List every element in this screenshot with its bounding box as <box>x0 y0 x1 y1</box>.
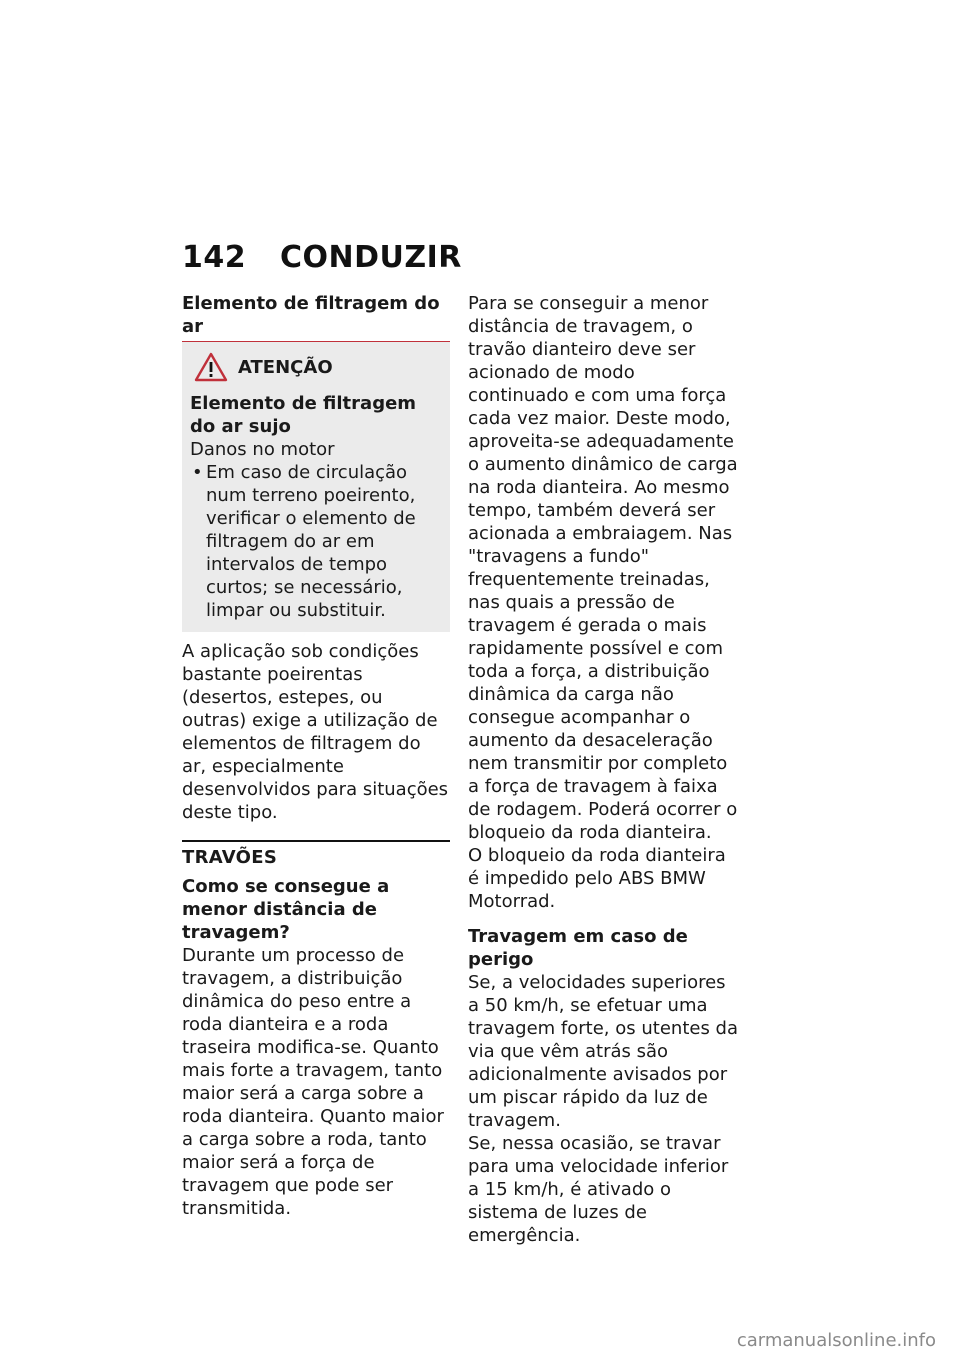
chapter-title: CONDUZIR <box>280 240 462 275</box>
warning-label: ATENÇÃO <box>238 356 333 378</box>
page-header <box>182 240 462 275</box>
braking-paragraph: Para se conseguir a menor distância de travagem, o travão dianteiro deve ser acionado de modo continuado e com uma força cada vez maior. Deste modo, aproveita-se adequadamente o aumento dinâmico de carga na roda dianteira. Ao mesmo tempo, também deverá ser acionada a embraiagem. Nas "travagens a fundo" frequentemente treinadas, nas quais a pressão de travagem é gerada o mais rapidamente possível e com toda a força, a distribuição dinâmica da carga não consegue acompanhar o aumento da desaceleração nem transmitir por completo a força de travagem à faixa de rodagem. Poderá ocorrer o bloqueio da roda dianteira. <box>468 293 738 843</box>
right-column <box>468 292 740 1247</box>
warning-consequence: Danos no motor <box>190 439 335 460</box>
danger-heading: Travagem em caso de perigo <box>468 926 688 970</box>
watermark: carmanualsonline.info <box>736 1330 936 1351</box>
left-column <box>182 292 450 1220</box>
brake-paragraph: Durante um processo de travagem, a distribuição dinâmica do peso entre a roda dianteira e a roda traseira modifica-se. Quanto mais forte a travagem, tanto maior será a carga sobre a roda dianteira. Quanto maior a carga sobre a roda, tanto maior será a força de travagem que pode ser transmitida. <box>182 945 444 1219</box>
warning-label-row <box>190 352 442 382</box>
danger-paragraph-2: Se, nessa ocasião, se travar para uma velocidade inferior a 15 km/h, é ativado o sistema de luzes de emergência. <box>468 1133 729 1246</box>
danger-paragraph-1: Se, a velocidades superiores a 50 km/h, se efetuar uma travagem forte, os utentes da via que vêm atrás são adicionalmente avisados por um piscar rápido da luz de travagem. <box>468 972 738 1131</box>
section-title-brakes: TRAVÕES <box>182 840 450 869</box>
warning-title: Elemento de filtragem do ar sujo <box>190 393 417 437</box>
brake-heading: Como se consegue a menor distância de travagem? <box>182 876 390 943</box>
warning-bullet: • Em caso de circulação num terreno poeirento, verificar o elemento de filtragem do ar em intervalos de tempo curtos; se necessário, limpar ou substituir. <box>190 461 442 622</box>
page-number: 142 <box>182 240 247 275</box>
dust-paragraph: A aplicação sob condições bastante poeirentas (desertos, estepes, ou outras) exige a utilização de elementos de filtragem do ar, especialmente desenvolvidos para situações deste tipo. <box>182 641 449 823</box>
filter-heading: Elemento de filtragem do ar <box>182 292 450 342</box>
abs-paragraph: O bloqueio da roda dianteira é impedido pelo ABS BMW Motorrad. <box>468 845 726 912</box>
warning-triangle-icon <box>194 352 228 382</box>
warning-box <box>182 342 450 632</box>
